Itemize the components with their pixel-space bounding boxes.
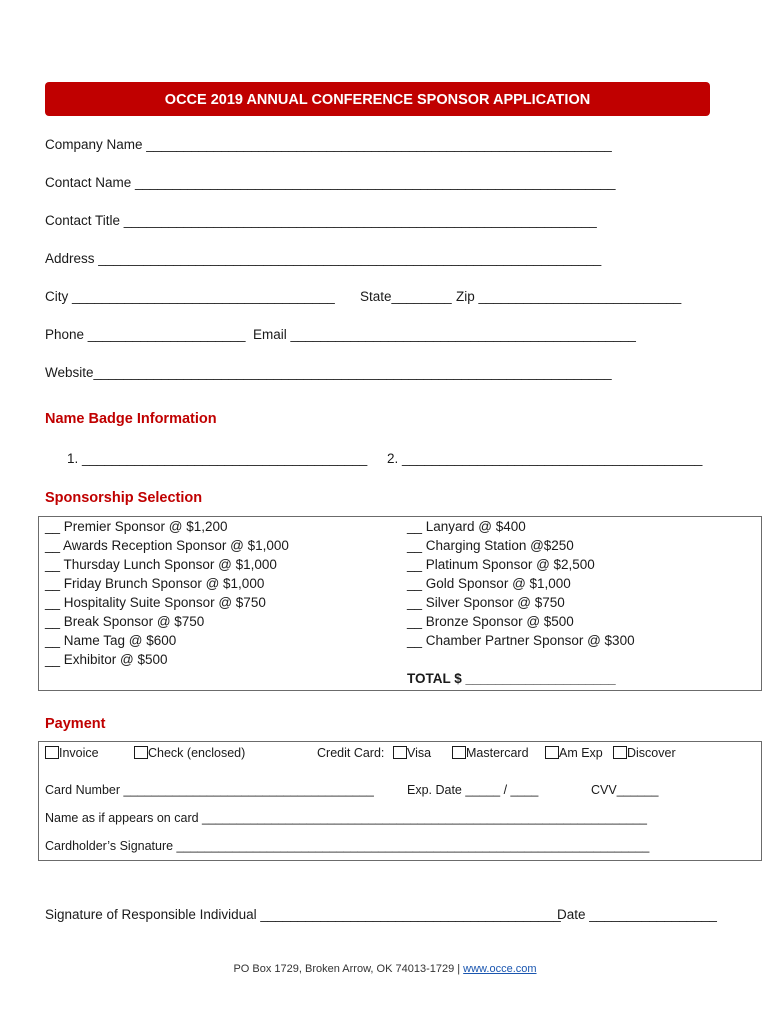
sponsor-option[interactable]: __ Thursday Lunch Sponsor @ $1,000	[45, 557, 277, 572]
sponsor-option[interactable]: __ Friday Brunch Sponsor @ $1,000	[45, 576, 265, 591]
badge-name-1-field[interactable]: 1. ______________________________________	[67, 451, 368, 466]
amex-label: Am Exp	[559, 746, 603, 760]
name-badge-heading: Name Badge Information	[45, 411, 217, 427]
website-link[interactable]: www.occe.com	[463, 963, 537, 975]
company-name-field[interactable]: Company Name ______________________________________________________________	[45, 137, 612, 152]
sponsor-option[interactable]: __ Gold Sponsor @ $1,000	[407, 576, 571, 591]
invoice-checkbox[interactable]	[45, 746, 59, 759]
sponsor-option[interactable]: __ Charging Station @$250	[407, 538, 574, 553]
sponsor-option[interactable]: __ Platinum Sponsor @ $2,500	[407, 557, 595, 572]
website-field[interactable]: Website_____________________________________________________________________	[45, 365, 612, 380]
visa-label: Visa	[407, 746, 432, 760]
phone-field[interactable]: Phone _____________________	[45, 327, 246, 342]
check-checkbox[interactable]	[134, 746, 148, 759]
amex-checkbox[interactable]	[545, 746, 559, 759]
mastercard-checkbox[interactable]	[452, 746, 466, 759]
sponsor-option[interactable]: __ Bronze Sponsor @ $500	[407, 614, 574, 629]
footer	[0, 963, 770, 975]
footer-address: PO Box 1729, Broken Arrow, OK 74013-1729 |	[233, 963, 464, 975]
contact-name-field[interactable]: Contact Name ________________________________________________________________	[45, 175, 616, 190]
sponsor-option[interactable]: __ Hospitality Suite Sponsor @ $750	[45, 595, 266, 610]
sponsor-option[interactable]: __ Premier Sponsor @ $1,200	[45, 519, 228, 534]
mastercard-option[interactable]	[452, 746, 529, 760]
address-field[interactable]: Address ___________________________________________________________________	[45, 251, 602, 266]
invoice-label: Invoice	[59, 746, 99, 760]
discover-checkbox[interactable]	[613, 746, 627, 759]
sponsor-option[interactable]: __ Lanyard @ $400	[407, 519, 526, 534]
card-number-field[interactable]: Card Number ____________________________________	[45, 783, 374, 797]
contact-title-field[interactable]: Contact Title _______________________________________________________________	[45, 213, 597, 228]
email-field[interactable]: Email ______________________________________________	[253, 327, 636, 342]
credit-card-label: Credit Card:	[317, 746, 385, 760]
city-field[interactable]: City ___________________________________	[45, 289, 335, 304]
discover-label: Discover	[627, 746, 676, 760]
sponsor-option[interactable]: __ Name Tag @ $600	[45, 633, 177, 648]
payment-heading: Payment	[45, 716, 106, 732]
visa-option[interactable]	[393, 746, 431, 760]
mastercard-label: Mastercard	[466, 746, 529, 760]
state-field[interactable]: State________	[360, 289, 452, 304]
check-label: Check (enclosed)	[148, 746, 246, 760]
discover-option[interactable]	[613, 746, 676, 760]
responsible-signature-field[interactable]: Signature of Responsible Individual ________________________________________	[45, 907, 561, 922]
sponsor-option[interactable]: __ Awards Reception Sponsor @ $1,000	[45, 538, 289, 553]
sponsorship-heading: Sponsorship Selection	[45, 490, 203, 506]
exp-date-field[interactable]: Exp. Date _____ / ____	[407, 783, 539, 797]
total-field[interactable]: TOTAL $ ____________________	[407, 671, 616, 686]
sponsor-option[interactable]: __ Chamber Partner Sponsor @ $300	[407, 633, 635, 648]
sponsor-option[interactable]: __ Exhibitor @ $500	[45, 652, 168, 667]
cardholder-signature-field[interactable]: Cardholder’s Signature ____________________________________________________________________	[45, 839, 650, 853]
amex-option[interactable]	[545, 746, 603, 760]
cvv-field[interactable]: CVV______	[591, 783, 659, 797]
name-on-card-field[interactable]: Name as if appears on card ________________________________________________________________	[45, 811, 647, 825]
badge-name-2-field[interactable]: 2. ________________________________________	[387, 451, 703, 466]
invoice-option[interactable]	[45, 746, 99, 760]
page-title: OCCE 2019 ANNUAL CONFERENCE SPONSOR APPLICATION	[45, 82, 710, 116]
sponsor-option[interactable]: __ Silver Sponsor @ $750	[407, 595, 565, 610]
check-option[interactable]	[134, 746, 245, 760]
zip-field[interactable]: Zip ___________________________	[456, 289, 682, 304]
date-field[interactable]: Date _________________	[557, 907, 717, 922]
visa-checkbox[interactable]	[393, 746, 407, 759]
sponsor-option[interactable]: __ Break Sponsor @ $750	[45, 614, 205, 629]
